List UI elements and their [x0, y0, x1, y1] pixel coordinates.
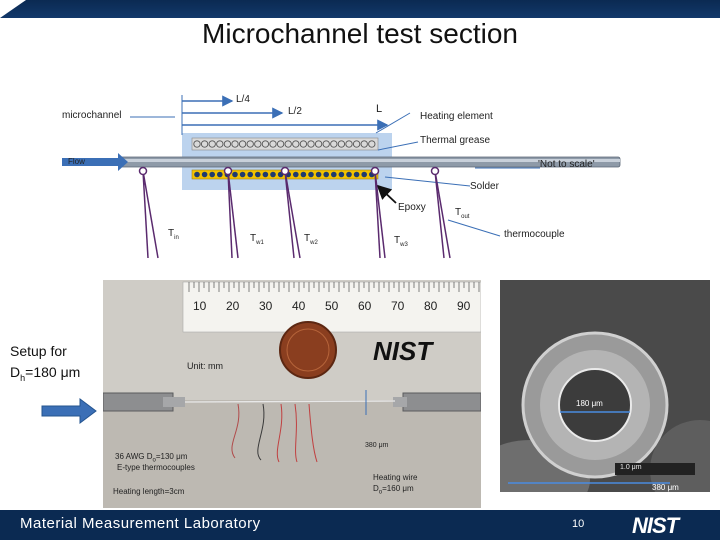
- inner-diameter-label: 180 μm: [576, 399, 603, 408]
- heating-element-label: Heating element: [420, 111, 493, 122]
- thermocouple-label: thermocouple: [504, 229, 565, 240]
- heating-wire-label-1: Heating wire: [373, 473, 418, 482]
- sem-scale-label: 1.0 μm: [620, 464, 642, 471]
- t-in-label: $T_{in}$: [168, 228, 179, 241]
- heating-wire-label-2: $D_o=160$ μm: [373, 484, 414, 496]
- microchannel-label: microchannel: [62, 110, 122, 121]
- ruler-number: 10: [193, 299, 207, 313]
- solder-label: Solder: [470, 181, 499, 192]
- solder-coil-turn: [361, 172, 367, 178]
- unit-label: Unit: mm: [187, 361, 223, 371]
- not-to-scale-label: 'Not to scale': [538, 159, 595, 170]
- page-number: 10: [572, 518, 585, 530]
- solder-coil-turn: [346, 172, 352, 178]
- penny: [280, 322, 336, 378]
- full-length-label: L: [376, 103, 383, 115]
- solder-coil-turn: [209, 172, 215, 178]
- solder-coil-turn: [255, 172, 261, 178]
- awg-label: 36 AWG $D_o=130$ μm: [115, 452, 188, 464]
- solder-coil-turn: [301, 172, 307, 178]
- solder-coil-turn: [232, 172, 238, 178]
- ruler-number: 80: [424, 299, 438, 313]
- solder-leader: [385, 177, 470, 186]
- outer-diameter-label: 380 μm: [652, 483, 679, 492]
- lab-name: Material Measurement Laboratory: [20, 515, 261, 532]
- page-title: Microchannel test section: [202, 18, 518, 49]
- ruler-number: 20: [226, 299, 240, 313]
- heating-length-label: Heating length=3cm: [113, 487, 185, 496]
- solder-coil-turn: [270, 172, 276, 178]
- ruler-number: 60: [358, 299, 372, 313]
- solder-coil-turn: [240, 172, 246, 178]
- footer-nist-logo: NIST: [632, 513, 679, 538]
- wire-dimension-label: 380 μm: [365, 442, 389, 449]
- setup-arrow: [40, 398, 100, 424]
- t-w3-label: $T_{w3}$: [394, 235, 408, 248]
- ruler-number: 40: [292, 299, 306, 313]
- solder-coil-turn: [247, 172, 253, 178]
- quarter-length-label: L/4: [236, 94, 250, 105]
- ruler-number: 50: [325, 299, 339, 313]
- ruler-number: 30: [259, 299, 273, 313]
- t-out-label: $T_{out}$: [455, 207, 470, 220]
- solder-coil-turn: [263, 172, 269, 178]
- sem-image: [500, 280, 710, 492]
- solder-coil-turn: [316, 172, 322, 178]
- thermal-grease-label: Thermal grease: [420, 135, 491, 146]
- photo-nist-logo: NIST: [373, 336, 433, 366]
- e-type-label: E-type thermocouples: [117, 463, 195, 472]
- flow-label: Flow: [68, 157, 85, 166]
- solder-coil-turn: [308, 172, 314, 178]
- left-fitting: [103, 393, 173, 411]
- setup-line-2: $D_h=180$ μm: [10, 364, 81, 383]
- t-w2-label: $T_{w2}$: [304, 233, 318, 246]
- half-length-label: L/2: [288, 106, 302, 117]
- solder-coil-turn: [339, 172, 345, 178]
- thermocouple-leader: [448, 220, 500, 236]
- heating-element-leader: [376, 113, 410, 133]
- ruler-number: 90: [457, 299, 471, 313]
- solder-coil-turn: [331, 172, 337, 178]
- setup-photo: [103, 280, 481, 508]
- solder-coil-turn: [293, 172, 299, 178]
- solder-coil-turn: [323, 172, 329, 178]
- solder-coil-turn: [194, 172, 200, 178]
- solder-coil-turn: [202, 172, 208, 178]
- solder-coil-turn: [354, 172, 360, 178]
- solder-coil-turn: [217, 172, 223, 178]
- setup-line-1: Setup for: [10, 343, 67, 359]
- t-w1-label: $T_{w1}$: [250, 233, 264, 246]
- right-fitting: [403, 393, 481, 411]
- ruler-number: 70: [391, 299, 405, 313]
- epoxy-label: Epoxy: [398, 202, 426, 213]
